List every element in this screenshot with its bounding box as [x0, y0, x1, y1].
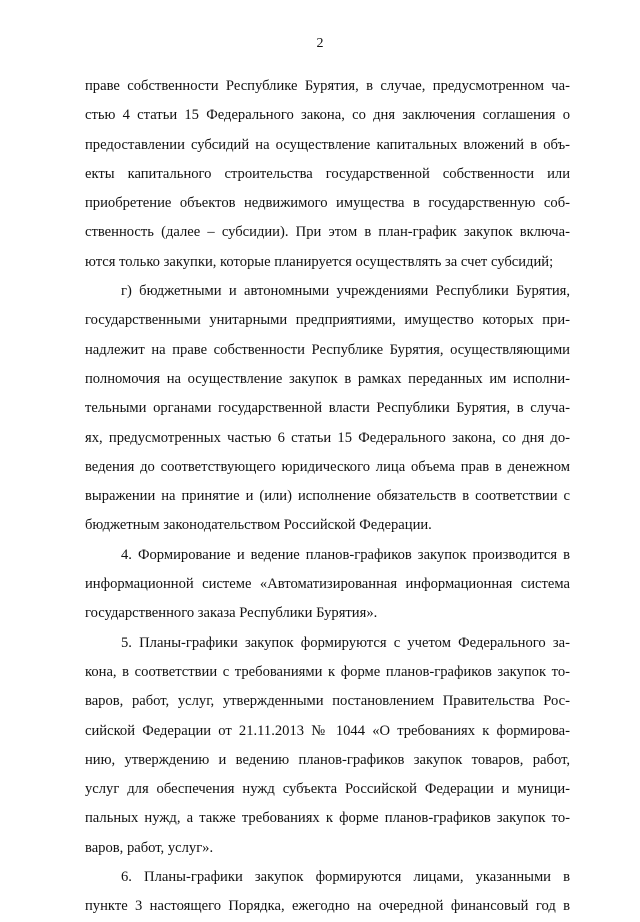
text-line: г) бюджетными и автономными учреждениями Республики Бурятия,: [121, 283, 570, 300]
text-line: ственность (далее – субсидии). При этом в план-график закупок включа-: [85, 224, 570, 241]
text-line: 4. Формирование и ведение планов-графиков закупок производится в: [121, 546, 570, 563]
text-line: кона, в соответствии с требованиями к форме планов-графиков закупок то-: [85, 663, 570, 680]
text-line: ведения до соответствующего юридического лица объема прав в денежном: [85, 458, 570, 475]
text-line: праве собственности Республике Бурятия, в случае, предусмотренном ча-: [85, 78, 570, 94]
text-line: варов, работ, услуг».: [85, 839, 214, 856]
text-line: ются только закупки, которые планируется осуществлять за счет субсидий;: [85, 253, 554, 270]
text-line: услуг для обеспечения нужд субъекта Российской Федерации и муници-: [85, 781, 570, 798]
text-line: пальных нужд, а также требованиях к форме планов-графиков закупок то-: [85, 810, 570, 827]
text-line: информационной системе «Автоматизированная информационная система: [85, 576, 570, 593]
text-line: варов, работ, услуг, утвержденными постановлением Правительства Рос-: [85, 693, 570, 710]
text-line: пункте 3 настоящего Порядка, ежегодно на очередной финансовый год в: [85, 898, 570, 915]
text-line: 5. Планы-графики закупок формируются с учетом Федерального за-: [121, 634, 570, 651]
text-line: нию, утверждению и ведению планов-графиков закупок товаров, работ,: [85, 751, 570, 768]
text-line: приобретение объектов недвижимого имущества в государственную соб-: [85, 195, 570, 212]
text-line: тельными органами государственной власти Республики Бурятия, в случа-: [85, 400, 570, 417]
text-line: сийской Федерации от 21.11.2013 № 1044 «О требованиях к формирова-: [85, 722, 570, 739]
text-line: полномочия на осуществление закупок в рамках переданных им исполни-: [85, 370, 570, 387]
text-line: екты капитального строительства государственной собственности или: [85, 165, 570, 182]
text-line: предоставлении субсидий на осуществление капитальных вложений в объ-: [85, 136, 570, 153]
document-body: [85, 72, 570, 922]
text-line: 6. Планы-графики закупок формируются лицами, указанными в: [121, 869, 570, 886]
text-line: государственного заказа Республики Бурятия».: [85, 605, 378, 622]
text-line: государственными унитарными предприятиями, имущество которых при-: [85, 312, 570, 329]
text-line: бюджетным законодательством Российской Федерации.: [85, 517, 432, 534]
text-line: ях, предусмотренных частью 6 статьи 15 Федерального закона, со дня до-: [85, 429, 570, 446]
page-number: 2: [316, 36, 324, 51]
text-line: стью 4 статьи 15 Федерального закона, со дня заключения соглашения о: [85, 107, 570, 124]
text-line: надлежит на праве собственности Республике Бурятия, осуществляющими: [85, 341, 570, 358]
text-line: выражении на принятие и (или) исполнение обязательств в соответствии с: [85, 488, 570, 505]
